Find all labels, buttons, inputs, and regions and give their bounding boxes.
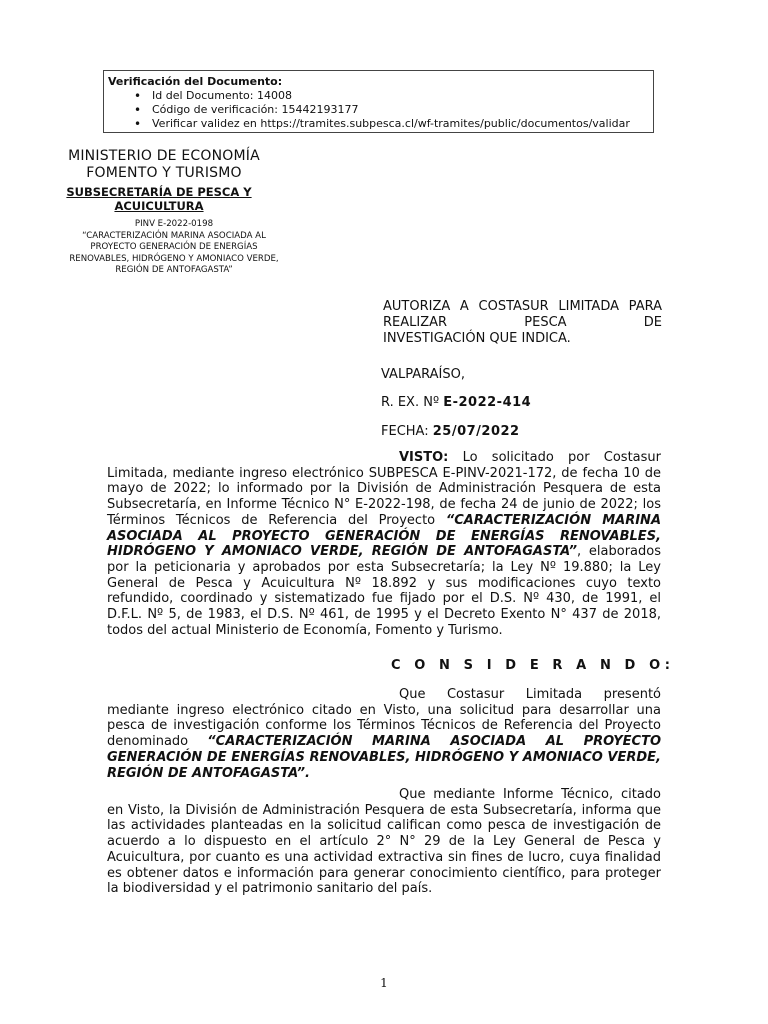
- visto-text-2: , elaborados por la peticionaria y aprobados por esta Subsecretaría; la Ley Nº 19.880; la Ley General de Pesca y Acuicultura Nº 18.892 y sus modificaciones cuyo texto refundido, coordinado y sistematizado fue fijado por el D.S. Nº 430, de 1991, el D.F.L. Nº 5, de 1983, el D.S. Nº 461, de 1995 y el Decreto Exento N° 437 de 2018, todos del actual Ministerio de Economía, Fomento y Turismo.: [107, 544, 662, 638]
- resolution-summary: [383, 299, 662, 347]
- verification-list: [108, 89, 653, 131]
- verification-title: Verificación del Documento:: [108, 75, 283, 88]
- subsecretaria-line-1: SUBSECRETARÍA DE PESCA Y: [66, 185, 252, 199]
- considerando-paragraph-2: [107, 787, 661, 897]
- visto-project-title: “CARACTERIZACIÓN MARINA ASOCIADA AL PROYECTO GENERACIÓN DE ENERGÍAS RENOVABLES, HIDRÓGENO Y AMONIACO VERDE, REGIÓN DE ANTOFAGASTA”: [107, 512, 661, 560]
- considerando-1-project-title: “CARACTERIZACIÓN MARINA ASOCIADA AL PROYECTO GENERACIÓN DE ENERGÍAS RENOVABLES, HIDRÓGENO Y AMONIACO VERDE, REGIÓN DE ANTOFAGASTA”.: [107, 734, 661, 781]
- considerando-2-text: Que mediante Informe Técnico, citado en Visto, la División de Administración Pesquera de esta Subsecretaría, informa que las actividades planteadas en la solicitud califican como pesca de investigación de acuerdo a lo dispuesto en el artículo 2° N° 29 de la Ley General de Pesca y Acuicultura, por cuanto es una actividad extractiva sin fines de lucro, cuya finalidad es obtener datos e información para generar conocimiento científico, para proteger la biodiversidad y el patrimonio sanitario del país.: [107, 787, 661, 897]
- resolution-number-line: [381, 395, 531, 411]
- verification-code: • Código de verificación: 15442193177: [152, 103, 653, 117]
- pinv-line: PROYECTO GENERACIÓN DE ENERGÍAS: [90, 242, 258, 253]
- considerando-heading: C O N S I D E R A N D O:: [391, 658, 675, 673]
- subsecretaria-heading: [50, 185, 268, 213]
- ministry-line-2: FOMENTO Y TURISMO: [86, 165, 242, 181]
- considerando-paragraph-1: [107, 687, 661, 781]
- resolution-summary-last: INVESTIGACIÓN QUE INDICA.: [383, 331, 571, 346]
- pinv-line: RENOVABLES, HIDRÓGENO Y AMONIACO VERDE,: [69, 253, 279, 264]
- date-label: FECHA:: [381, 424, 429, 439]
- pinv-reference: [38, 219, 310, 277]
- resolution-summary-main: AUTORIZA A COSTASUR LIMITADA PARA REALIZAR PESCA DE: [383, 299, 662, 330]
- ministry-line-1: MINISTERIO DE ECONOMÍA: [68, 148, 260, 164]
- city-line: VALPARAÍSO,: [381, 367, 465, 382]
- ministry-heading: [40, 148, 288, 182]
- resolution-number-label: R. EX. Nº: [381, 395, 440, 410]
- verification-url[interactable]: • Verificar validez en https://tramites.subpesca.cl/wf-tramites/public/documentos/validar: [152, 117, 653, 131]
- pinv-line: PINV E-2022-0198: [134, 219, 214, 229]
- visto-label: VISTO:: [399, 450, 449, 465]
- pinv-line: “CARACTERIZACIÓN MARINA ASOCIADA AL: [82, 230, 266, 241]
- date-line: [381, 424, 520, 440]
- date-value: 25/07/2022: [432, 424, 520, 439]
- page-number: 1: [380, 976, 388, 990]
- verification-document-id: • Id del Documento: 14008: [152, 89, 653, 103]
- pinv-line: REGIÓN DE ANTOFAGASTA”: [115, 265, 233, 276]
- considerando-1-text: Que Costasur Limitada presentó mediante ingreso electrónico citado en Visto, una solicitud para desarrollar una pesca de investigación conforme los Términos Técnicos de Referencia del Proyecto denominado: [107, 687, 661, 750]
- visto-paragraph: [107, 450, 661, 638]
- visto-text-1: Lo solicitado por Costasur Limitada, mediante ingreso electrónico SUBPESCA E-PINV-2021-172, de fecha 10 de mayo de 2022; lo informado por la División de Administración Pesquera de esta Subsecretaría, en Informe Técnico N° E-2022-198, de fecha 24 de junio de 2022; los Términos Técnicos de Referencia del Proyecto: [107, 450, 661, 528]
- subsecretaria-line-2: ACUICULTURA: [114, 199, 204, 213]
- verification-box: [103, 70, 654, 133]
- resolution-number: E-2022-414: [443, 395, 532, 410]
